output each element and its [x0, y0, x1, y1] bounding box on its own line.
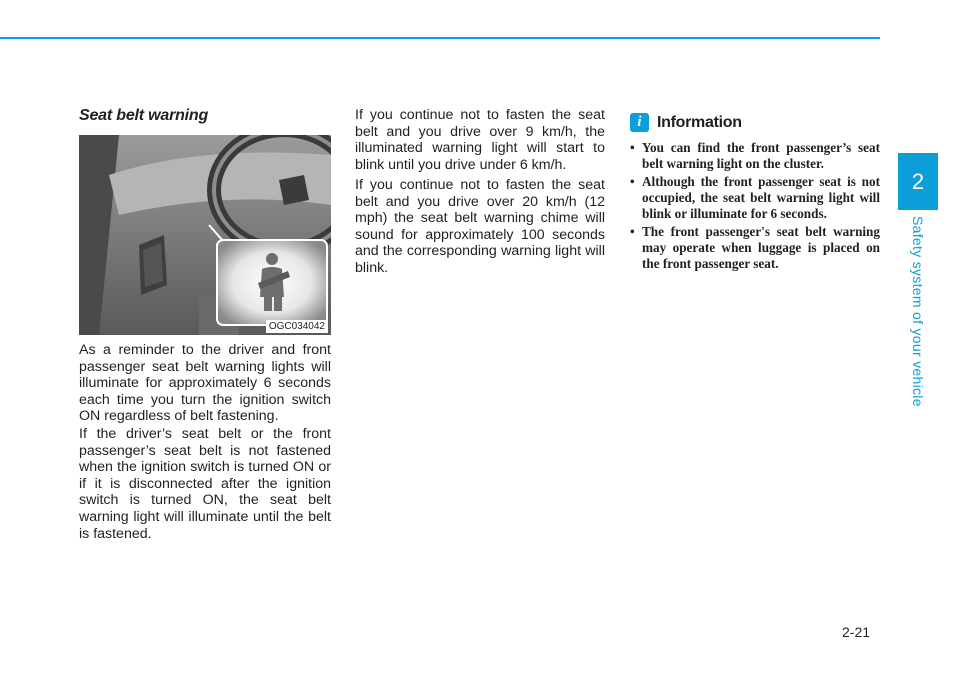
chapter-number: 2 [911, 168, 925, 194]
info-icon: i [630, 113, 649, 132]
information-title: Information [657, 113, 742, 131]
information-item: • You can find the front passenger’s seat belt warning light on the cluster. [630, 140, 880, 172]
dashboard-figure [79, 135, 331, 335]
col1-paragraph-1: As a reminder to the driver and front passenger seat belt warning lights will illuminate for approximately 6 seconds each time you turn the ignition switch ON regardless of belt fastening. [79, 342, 331, 425]
chapter-tab [898, 153, 938, 210]
section-heading: Seat belt warning [79, 107, 209, 124]
col2-paragraph-1: If you continue not to fasten the seat belt and you drive over 9 km/h, the illuminated warning light will start to blink until you drive under 6 km/h. [355, 107, 605, 173]
top-rule [0, 37, 880, 39]
dashboard-illustration [79, 135, 331, 335]
information-header [630, 113, 742, 132]
page-number: 2-21 [842, 624, 871, 640]
information-item: • The front passenger's seat belt warning may operate when luggage is placed on the front passenger seat. [630, 224, 880, 272]
col2-paragraph-2: If you continue not to fasten the seat belt and you drive over 20 km/h (12 mph) the seat belt warning chime will sound for approximately 100 seconds and the corresponding warning light will blink. [355, 177, 605, 276]
chapter-side-title [906, 216, 930, 407]
figure-code: OGC034042 [266, 320, 328, 333]
col1-paragraph-2: If the driver’s seat belt or the front passenger’s seat belt is not fastened when the ignition switch is turned ON or if it is disconnected after the ignition switch is turned ON, the seat belt warning light will illuminate until the belt is fastened. [79, 426, 331, 542]
information-item: • Although the front passenger seat is not occupied, the seat belt warning light will blink or illuminate for 6 seconds. [630, 174, 880, 222]
chapter-title: Safety system of your vehicle [910, 216, 926, 407]
information-list [630, 140, 880, 274]
